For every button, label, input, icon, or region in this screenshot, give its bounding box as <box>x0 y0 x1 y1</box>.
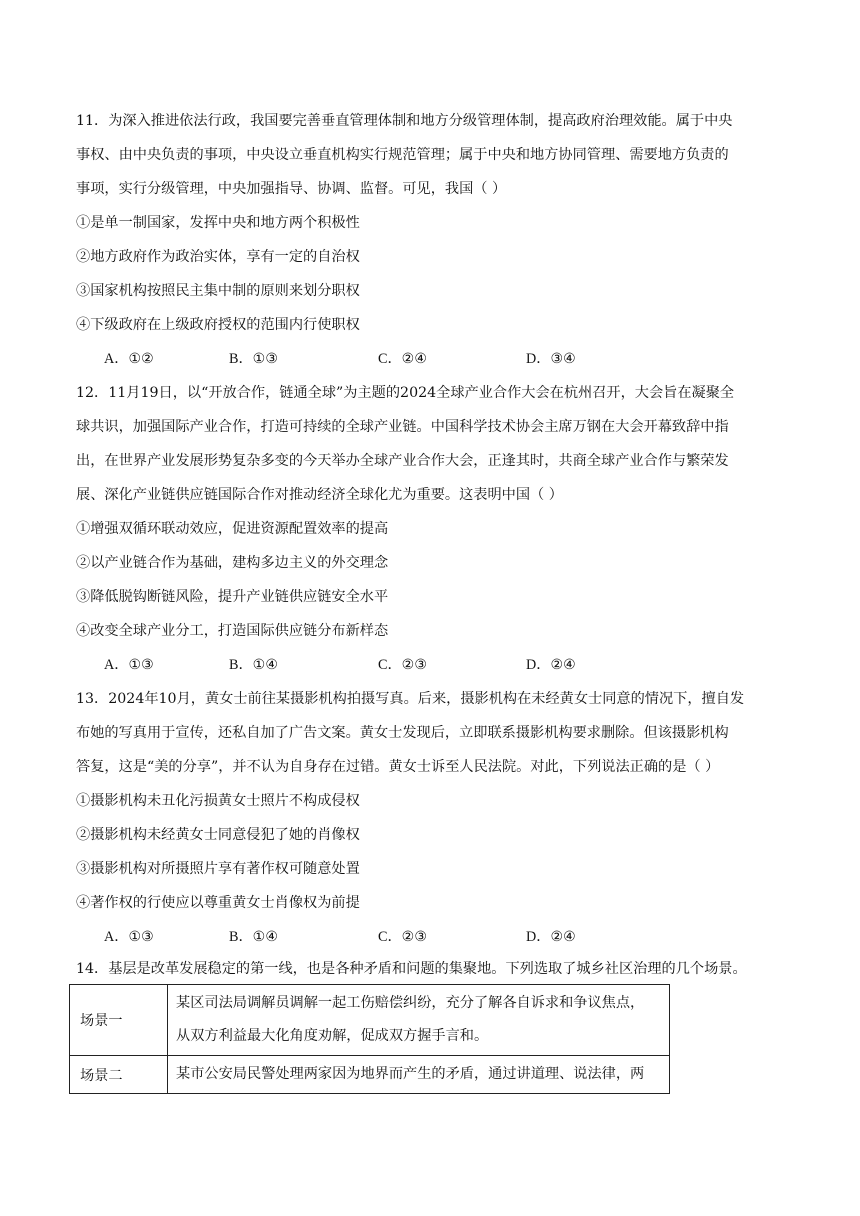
q12-statement-4: ④改变全球产业分工，打造国际供应链分布新样态 <box>76 623 389 639</box>
q11-stem-line-2: 事权、由中央负责的事项，中央设立垂直机构实行规范管理；属于中央和地方协同管理、需要地方负责的 <box>76 147 729 163</box>
q12-options <box>104 648 704 682</box>
q13-stem-line-1: 13．2024年10月，黄女士前往某摄影机构拍摄写真。后来，摄影机构在未经黄女士同意的情况下，擅自发 <box>76 691 745 707</box>
q14-intro: 14．基层是改革发展稳定的第一线，也是各种矛盾和问题的集聚地。下列选取了城乡社区治理的几个场景。 <box>76 961 747 977</box>
scene-1-line-1: 某区司法局调解员调解一起工伤赔偿纠纷，充分了解各自诉求和争议焦点， <box>176 995 645 1011</box>
q11-stem-line-1: 11．为深入推进依法行政，我国要完善垂直管理体制和地方分级管理体制，提高政府治理效能。属于中央 <box>76 113 733 129</box>
scene-2-description <box>168 1056 670 1094</box>
q12-statement-3: ③降低脱钩断链风险，提升产业链供应链安全水平 <box>76 589 389 605</box>
q13-options <box>104 920 704 954</box>
q13-stem-line-2: 布她的写真用于宣传，还私自加了广告文案。黄女士发现后，立即联系摄影机构要求删除。但该摄影机构 <box>76 725 729 741</box>
q13-statement-3: ③摄影机构对所摄照片享有著作权可随意处置 <box>76 861 360 877</box>
q12-statement-1: ①增强双循环联动效应，促进资源配置效率的提高 <box>76 521 389 537</box>
q12-option-b[interactable]: B．①④ <box>229 657 279 673</box>
q11-statement-2: ②地方政府作为政治实体，享有一定的自治权 <box>76 249 360 265</box>
q12-option-d[interactable]: D．②④ <box>526 657 576 673</box>
q13-statement-4: ④著作权的行使应以尊重黄女士肖像权为前提 <box>76 895 360 911</box>
table-row <box>70 985 670 1056</box>
q13-option-c[interactable]: C．②③ <box>378 929 428 945</box>
scene-2-line-1: 某市公安局民警处理两家因为地界而产生的矛盾，通过讲道理、说法律，两 <box>176 1066 645 1082</box>
scene-1-description <box>168 985 670 1056</box>
q12-stem-line-1: 12．11月19日，以“开放合作，链通全球”为主题的2024全球产业合作大会在杭州召开，大会旨在凝聚全 <box>76 385 735 401</box>
q12-statement-2: ②以产业链合作为基础，建构多边主义的外交理念 <box>76 555 389 571</box>
q12-stem-line-3: 出，在世界产业发展形势复杂多变的今天举办全球产业合作大会，正逢其时，共商全球产业合作与繁荣发 <box>76 453 729 469</box>
q11-statement-4: ④下级政府在上级政府授权的范围内行使职权 <box>76 317 360 333</box>
q11-statement-3: ③国家机构按照民主集中制的原则来划分职权 <box>76 283 360 299</box>
q13-option-d[interactable]: D．②④ <box>526 929 576 945</box>
q12-option-a[interactable]: A．①③ <box>104 657 154 673</box>
q13-statement-1: ①摄影机构未丑化污损黄女士照片不构成侵权 <box>76 793 360 809</box>
q11-option-b[interactable]: B．①③ <box>229 351 279 367</box>
q11-option-a[interactable]: A．①② <box>104 351 154 367</box>
q13-option-a[interactable]: A．①③ <box>104 929 154 945</box>
q13-stem-line-3: 答复，这是“美的分享”，并不认为自身存在过错。黄女士诉至人民法院。对此，下列说法正确的是（ ） <box>76 759 720 775</box>
scene-1-line-2: 从双方利益最大化角度劝解，促成双方握手言和。 <box>176 1028 489 1044</box>
scene-1-name: 场景一 <box>70 985 168 1056</box>
q11-options <box>104 342 704 376</box>
q13-option-b[interactable]: B．①④ <box>229 929 279 945</box>
q11-statement-1: ①是单一制国家，发挥中央和地方两个积极性 <box>76 215 360 231</box>
q12-stem-line-2: 球共识，加强国际产业合作，打造可持续的全球产业链。中国科学技术协会主席万钢在大会开幕致辞中指 <box>76 419 729 435</box>
q12-option-c[interactable]: C．②③ <box>378 657 428 673</box>
scene-2-name: 场景二 <box>70 1056 168 1094</box>
q11-option-d[interactable]: D．③④ <box>526 351 576 367</box>
table-row <box>70 1056 670 1094</box>
q11-option-c[interactable]: C．②④ <box>378 351 428 367</box>
q12-stem-line-4: 展、深化产业链供应链国际合作对推动经济全球化尤为重要。这表明中国（ ） <box>76 487 563 503</box>
scene-table <box>69 984 670 1094</box>
q13-statement-2: ②摄影机构未经黄女士同意侵犯了她的肖像权 <box>76 827 360 843</box>
q11-stem-line-3: 事项，实行分级管理，中央加强指导、协调、监督。可见，我国（ ） <box>76 181 507 197</box>
